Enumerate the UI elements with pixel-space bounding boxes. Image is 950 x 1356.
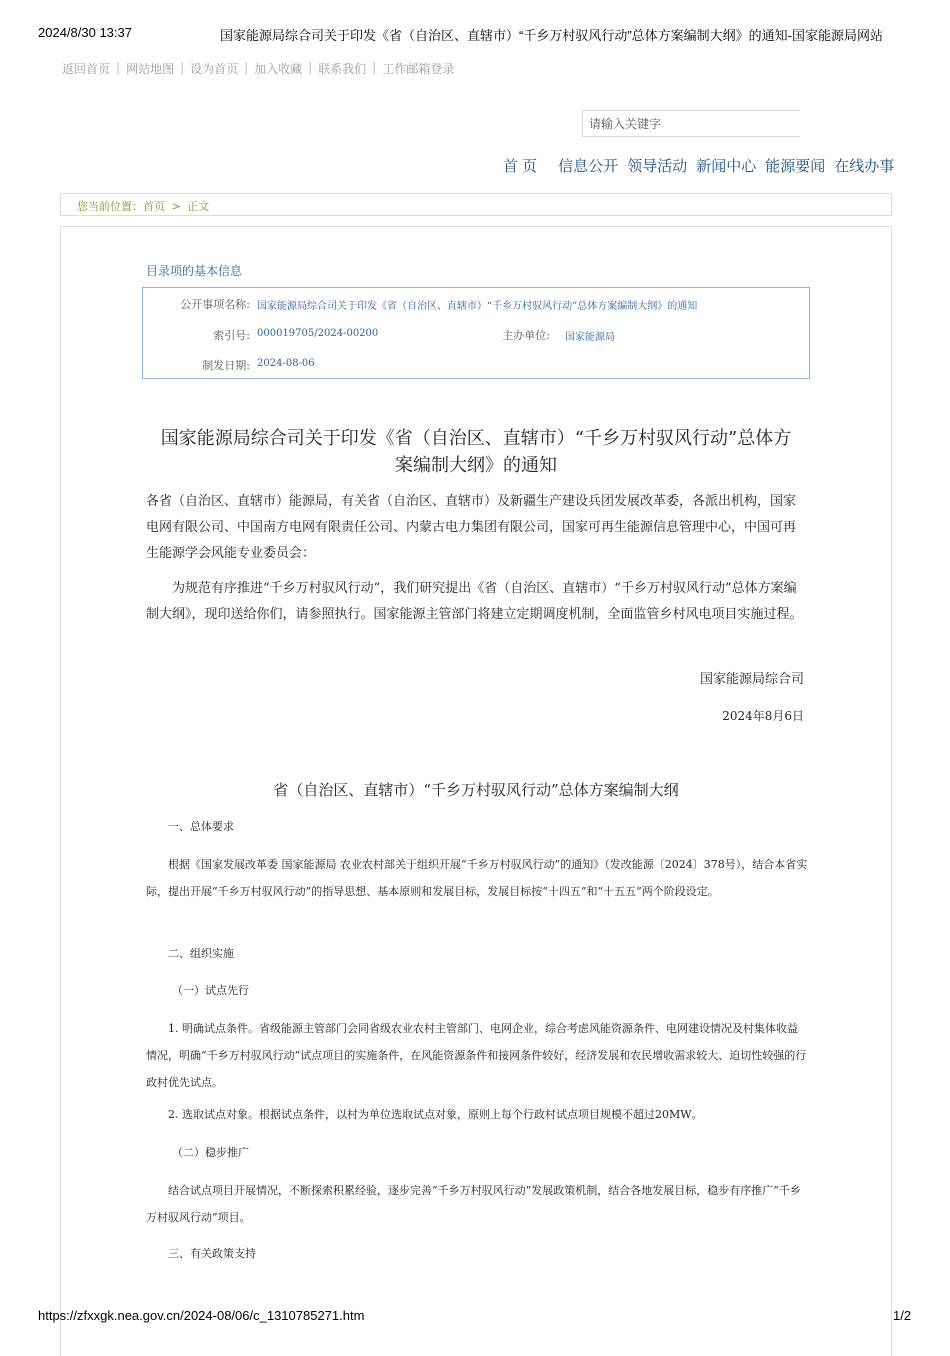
divider: |	[372, 60, 377, 74]
nav-energy-news[interactable]: 能源要闻	[765, 158, 826, 175]
meta-heading: 目录项的基本信息	[146, 264, 243, 278]
section-heading: 二、组织实施	[168, 947, 234, 960]
nav-news-center[interactable]: 新闻中心	[696, 158, 757, 175]
nav-online-services[interactable]: 在线办事	[834, 158, 895, 175]
section-paragraph: 2. 选取试点对象。根据试点条件，以村为单位选取试点对象，原则上每个行政村试点项目规模不超过20MW。	[168, 1108, 703, 1121]
link-contact[interactable]: 联系我们	[318, 62, 367, 76]
meta-name-label: 公开事项名称:	[180, 298, 250, 311]
section-heading: 三、有关政策支持	[168, 1247, 256, 1260]
divider: |	[244, 60, 249, 74]
section-heading: 一、总体要求	[168, 820, 234, 833]
nav-info-disclosure[interactable]: 信息公开	[558, 158, 619, 175]
meta-index-label: 索引号:	[213, 329, 250, 342]
meta-org-value: 国家能源局	[565, 332, 615, 343]
top-links	[62, 60, 454, 77]
body-paragraph: 为规范有序推进“千乡万村驭风行动”，我们研究提出《省（自治区、直辖市）“千乡万村驭风行动”总体方案编制大纲》，现印送给你们，请参照执行。国家能源主管部门将建立定期调度机制，全面监管乡村风电项目实施过程。	[146, 581, 803, 622]
meta-date-value: 2024-08-06	[257, 358, 315, 369]
document-title-line: 案编制大纲》的通知	[395, 455, 557, 476]
link-work-email[interactable]: 工作邮箱登录	[382, 62, 455, 76]
section-paragraph: 根据《国家发展改革委 国家能源局 农业农村部关于组织开展“千乡万村驭风行动”的通知》（发改能源〔2024〕378号），结合本省实际，提出开展“千乡万村驭风行动”的指导思想、基本原则和发展目标，发展目标按“十四五”和“十五五”两个阶段设定。	[146, 858, 808, 898]
meta-date-label: 制发日期:	[202, 359, 250, 372]
divider: |	[116, 60, 121, 74]
nav-home[interactable]: 首 页	[503, 158, 538, 175]
print-datetime: 2024/8/30 13:37	[38, 25, 132, 40]
divider: |	[180, 60, 185, 74]
link-add-favorite[interactable]: 加入收藏	[254, 62, 303, 76]
section-paragraph: 结合试点项目开展情况，不断探索积累经验，逐步完善“千乡万村驭风行动”发展政策机制，结合各地发展目标，稳步有序推广“千乡万村驭风行动”项目。	[146, 1184, 801, 1224]
divider: |	[308, 60, 313, 74]
meta-org-label: 主办单位:	[502, 329, 550, 342]
print-page-title: 国家能源局综合司关于印发《省（自治区、直辖市）“千乡万村驭风行动”总体方案编制大纲》的通知-国家能源局网站	[220, 28, 883, 43]
recipients-paragraph: 各省（自治区、直辖市）能源局，有关省（自治区、直辖市）及新疆生产建设兵团发展改革委，各派出机构，国家电网有限公司、中国南方电网有限责任公司、内蒙古电力集团有限公司，国家可再生能源信息管理中心，中国可再生能源学会风能专业委员会：	[146, 494, 797, 561]
document-title	[146, 425, 806, 479]
sign-date: 2024年8月6日	[722, 709, 804, 723]
outline-title: 省（自治区、直辖市）“千乡万村驭风行动”总体方案编制大纲	[273, 781, 679, 799]
link-sitemap[interactable]: 网站地图	[126, 62, 175, 76]
breadcrumb-current: 正文	[187, 200, 210, 213]
nav-leader-activities[interactable]: 领导活动	[627, 158, 688, 175]
breadcrumb	[60, 193, 892, 216]
search-box	[582, 110, 800, 137]
signer: 国家能源局综合司	[699, 672, 804, 687]
search-input[interactable]	[583, 111, 789, 136]
section-paragraph: 1. 明确试点条件。省级能源主管部门会同省级农业农村主管部门、电网企业，综合考虑风能资源条件、电网建设情况及村集体收益情况，明确“千乡万村驭风行动”试点项目的实施条件，在风能资源条件和接网条件较好，经济发展和农民增收需求较大、迫切性较强的行政村优先试点。	[146, 1022, 807, 1089]
breadcrumb-home[interactable]: 首页	[143, 200, 165, 213]
print-url: https://zfxxgk.nea.gov.cn/2024-08/06/c_1310785271.htm	[38, 1308, 365, 1323]
link-set-homepage[interactable]: 设为首页	[190, 62, 239, 76]
document-title-line: 国家能源局综合司关于印发《省（自治区、直辖市）“千乡万村驭风行动”总体方	[160, 428, 792, 449]
link-home[interactable]: 返回首页	[62, 62, 111, 76]
main-nav	[503, 155, 894, 176]
meta-index-value: 000019705/2024-00200	[257, 328, 379, 339]
breadcrumb-label: 您当前位置：	[77, 200, 143, 213]
print-page-number: 1/2	[893, 1308, 912, 1323]
subsection-heading: （二）稳步推广	[172, 1146, 249, 1159]
subsection-heading: （一）试点先行	[172, 984, 249, 997]
breadcrumb-separator: >	[171, 200, 181, 213]
meta-name-value: 国家能源局综合司关于印发《省（自治区、直辖市）“千乡万村驭风行动”总体方案编制大纲》的通知	[257, 301, 698, 312]
